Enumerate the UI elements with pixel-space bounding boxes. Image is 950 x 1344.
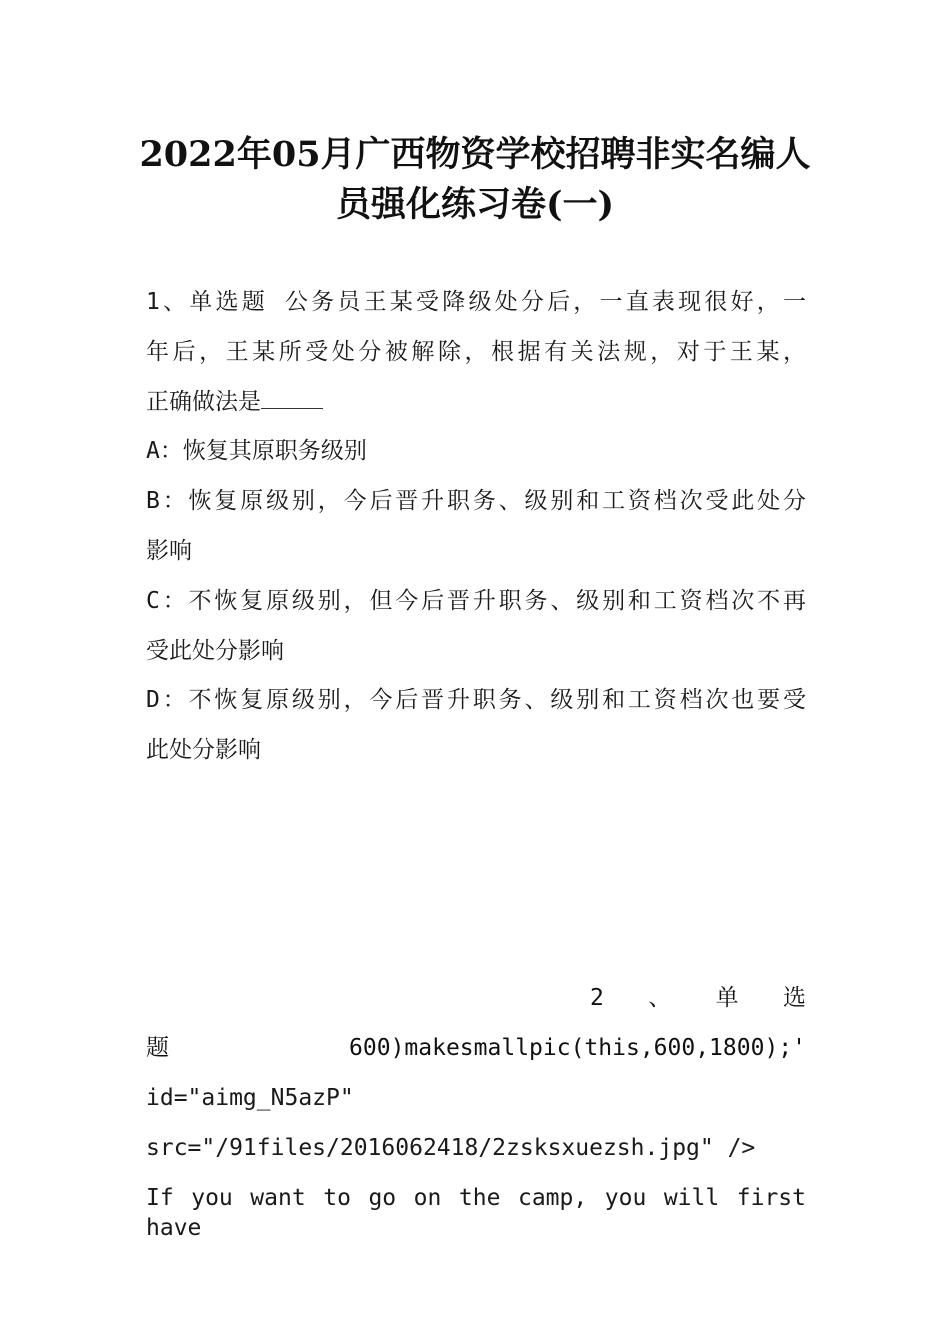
question-2-line-3: id="aimg_N5azP" xyxy=(146,1085,354,1111)
question-2-line-2 xyxy=(146,1033,806,1063)
question-1-stem-line-3 xyxy=(146,387,806,417)
question-2-type-char-3: 题 xyxy=(146,1035,169,1061)
option-a: A：恢复其原职务级别 xyxy=(146,438,367,464)
title-line-1: 2022年05月广西物资学校招聘非实名编人 xyxy=(139,134,811,175)
question-2-separator: 、 xyxy=(648,985,672,1011)
question-2-type-char-2: 选 xyxy=(782,985,806,1011)
question-2-type-char-1: 单 xyxy=(715,985,739,1011)
question-1-stem-text: 正确做法是 xyxy=(146,389,261,415)
answer-blank xyxy=(261,388,323,409)
title-line-2: 员强化练习卷(一) xyxy=(335,184,615,225)
option-c-line-2: 受此处分影响 xyxy=(146,638,284,664)
question-1-stem-line-1: 1、单选题 公务员王某受降级处分后，一直表现很好，一 xyxy=(146,289,806,315)
option-c-line-1: C：不恢复原级别，但今后晋升职务、级别和工资档次不再 xyxy=(146,588,806,614)
question-2-code-fragment: 600)makesmallpic(this,600,1800);' xyxy=(349,1035,806,1061)
option-d-line-1: D：不恢复原级别，今后晋升职务、级别和工资档次也要受 xyxy=(146,687,806,713)
question-2-number: 2 xyxy=(590,985,604,1011)
question-2-line-5: If you want to go on the camp, you will first have xyxy=(146,1185,806,1241)
question-1-stem-line-2: 年后，王某所受处分被解除，根据有关法规，对于王某， xyxy=(146,339,806,365)
question-2-heading xyxy=(590,983,806,1013)
question-2-line-4: src="/91files/2016062418/2zsksxuezsh.jpg" /> xyxy=(146,1135,756,1161)
option-b-line-1: B：恢复原级别，今后晋升职务、级别和工资档次受此处分 xyxy=(146,488,806,514)
option-b-line-2: 影响 xyxy=(146,538,192,564)
option-d-line-2: 此处分影响 xyxy=(146,737,261,763)
